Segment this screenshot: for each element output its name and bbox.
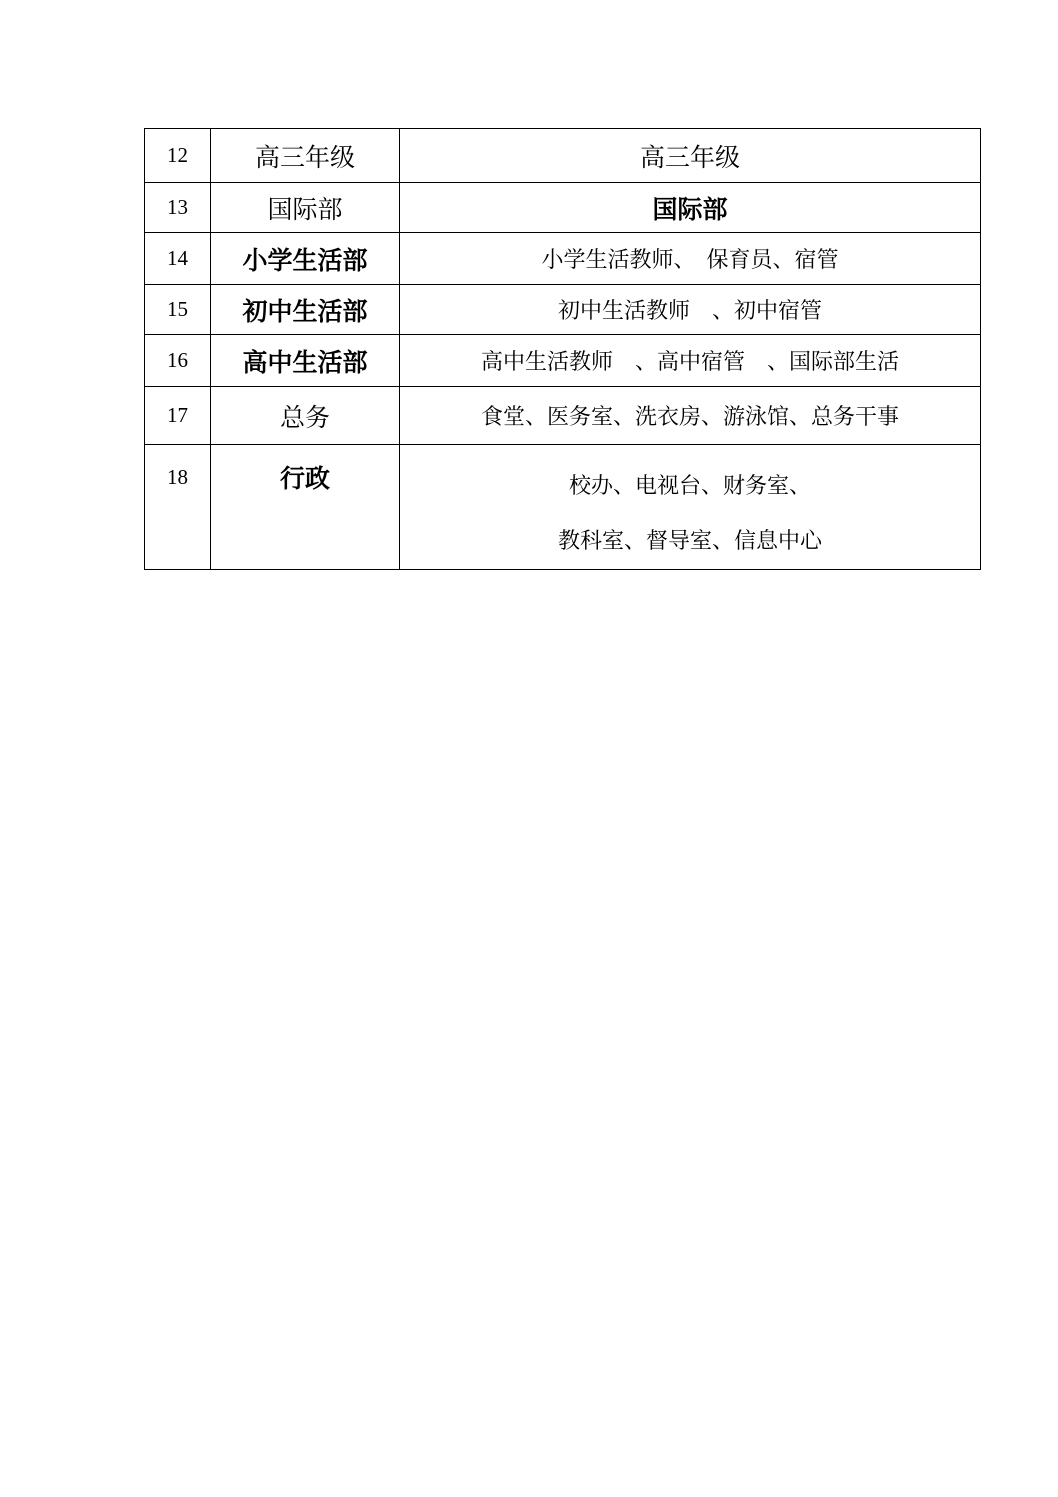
row-number: 15 (145, 285, 211, 335)
row-number: 16 (145, 335, 211, 387)
department-detail: 国际部 (400, 183, 981, 233)
department-detail: 高三年级 (400, 129, 981, 183)
table-row (145, 445, 981, 570)
row-number: 13 (145, 183, 211, 233)
department-detail: 初中生活教师 、初中宿管 (400, 285, 981, 335)
department-name: 总务 (211, 387, 400, 445)
department-name: 高三年级 (211, 129, 400, 183)
department-table (144, 128, 981, 570)
table-row (145, 387, 981, 445)
detail-line: 校办、电视台、财务室、 (568, 474, 811, 499)
department-name: 高中生活部 (211, 335, 400, 387)
table-row (145, 285, 981, 335)
department-detail: 食堂、医务室、洗衣房、游泳馆、总务干事 (400, 387, 981, 445)
department-detail: 高中生活教师 、高中宿管 、国际部生活 (400, 335, 981, 387)
row-number: 18 (145, 445, 211, 570)
table-row (145, 183, 981, 233)
table-row (145, 335, 981, 387)
department-detail (400, 445, 981, 570)
department-name: 国际部 (211, 183, 400, 233)
table-row (145, 129, 981, 183)
department-name: 行政 (211, 445, 400, 570)
detail-line: 教科室、督导室、信息中心 (557, 529, 822, 554)
row-number: 14 (145, 233, 211, 285)
department-detail: 小学生活教师、 保育员、宿管 (400, 233, 981, 285)
department-name: 小学生活部 (211, 233, 400, 285)
row-number: 17 (145, 387, 211, 445)
table-row (145, 233, 981, 285)
row-number: 12 (145, 129, 211, 183)
department-name: 初中生活部 (211, 285, 400, 335)
